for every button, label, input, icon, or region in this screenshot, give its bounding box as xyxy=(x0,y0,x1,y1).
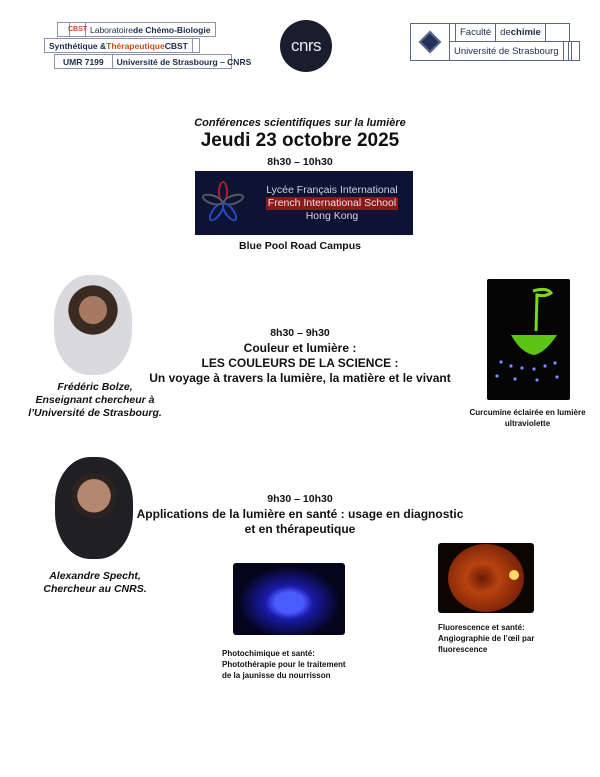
faculty-row1 xyxy=(450,23,570,42)
event-time: 8h30 – 10h30 xyxy=(267,156,333,168)
speaker-affiliation: l’Université de Strasbourg. xyxy=(28,407,162,419)
umr-label: UMR 7199 xyxy=(55,55,113,68)
speaker-specht xyxy=(25,570,165,596)
logo-spacer xyxy=(569,42,572,60)
lab-cbst-logo xyxy=(44,22,264,72)
school-logo xyxy=(195,171,413,235)
flower-icon xyxy=(195,171,251,235)
caption-line: de la jaunisse du nourrisson xyxy=(222,671,331,680)
curcumin-illustration xyxy=(487,279,570,400)
lab-name xyxy=(86,23,214,36)
lab-logo-row1 xyxy=(57,22,216,37)
talk-title: Applications de la lumière en santé : usage en diagnostic xyxy=(136,507,464,521)
cnrs-logo: cnrs xyxy=(280,20,332,72)
curcumin-caption xyxy=(455,407,600,429)
talk-title: et en thérapeutique xyxy=(244,522,356,536)
retina-illustration xyxy=(438,543,534,613)
lab-subtitle-a: Synthétique & xyxy=(49,40,107,51)
talk-time: 8h30 – 9h30 xyxy=(270,327,330,339)
lab-subtitle-b: Thérapeutique xyxy=(106,40,165,51)
school-name-fr: Lycée Français International xyxy=(266,183,398,196)
retina-angiography-photo xyxy=(438,543,534,613)
caption-line: ultraviolette xyxy=(504,419,551,428)
lab-subtitle-c: CBST xyxy=(164,40,188,51)
faculty-row2 xyxy=(450,41,580,61)
school-name-en: French International School xyxy=(267,196,397,209)
speaker-role: Enseignant chercheur à xyxy=(35,394,155,406)
event-date: Jeudi 23 octobre 2025 xyxy=(200,130,400,151)
talk-title: Couleur et lumière : xyxy=(243,341,357,355)
caption-line: Photochimique et santé: xyxy=(222,649,315,658)
campus-label: Blue Pool Road Campus xyxy=(239,240,361,252)
caption-line: Curcumine éclairée en lumière xyxy=(469,408,586,417)
caption-line: Angiographie de l’œil par xyxy=(438,634,535,643)
speaker-bolze xyxy=(10,381,180,420)
de-label: de xyxy=(500,27,511,38)
universite-strasbourg-label: Université de Strasbourg xyxy=(450,42,564,60)
faculty-icon-box xyxy=(410,23,450,61)
angiography-caption xyxy=(438,622,558,655)
curcumin-uv-photo xyxy=(487,279,570,400)
school-name xyxy=(251,184,413,223)
talk-2 xyxy=(0,492,600,537)
lab-logo-row3 xyxy=(54,54,252,69)
logo-spacer xyxy=(193,39,199,52)
lab-logo-row2 xyxy=(44,38,200,53)
event-subtitle: Conférences scientifiques sur la lumière xyxy=(194,117,406,129)
university-cnrs-label: Université de Strasbourg – CNRS xyxy=(116,56,252,67)
faculte-label: Faculté xyxy=(456,24,496,41)
phototherapy-photo xyxy=(233,563,345,635)
chimie-label: chimie xyxy=(510,27,541,38)
lab-name-pre: Laboratoire xyxy=(90,24,134,35)
lab-name-bold: de Chémo-Biologie xyxy=(133,24,211,35)
caption-line: Fluorescence et santé: xyxy=(438,623,525,632)
speaker-name: Alexandre Specht, xyxy=(49,570,141,582)
talk-title: LES COULEURS DE LA SCIENCE : xyxy=(201,356,399,370)
lab-subtitle xyxy=(45,39,193,52)
phototherapy-caption xyxy=(222,648,382,681)
caption-line: Photothérapie pour le traitement xyxy=(222,660,346,669)
faculte-chimie-logo xyxy=(410,23,580,63)
school-location: Hong Kong xyxy=(305,209,359,222)
talk-title: Un voyage à travers la lumière, la matière et le vivant xyxy=(149,371,451,385)
diamond-crystal-icon xyxy=(419,31,442,54)
caption-line: fluorescence xyxy=(438,645,488,654)
speaker-name: Frédéric Bolze, xyxy=(57,381,133,393)
de-chimie-label xyxy=(496,24,546,41)
speaker-role: Chercheur au CNRS. xyxy=(43,583,147,595)
cbst-icon: CBST xyxy=(70,23,86,36)
talk-time: 9h30 – 10h30 xyxy=(267,493,333,505)
